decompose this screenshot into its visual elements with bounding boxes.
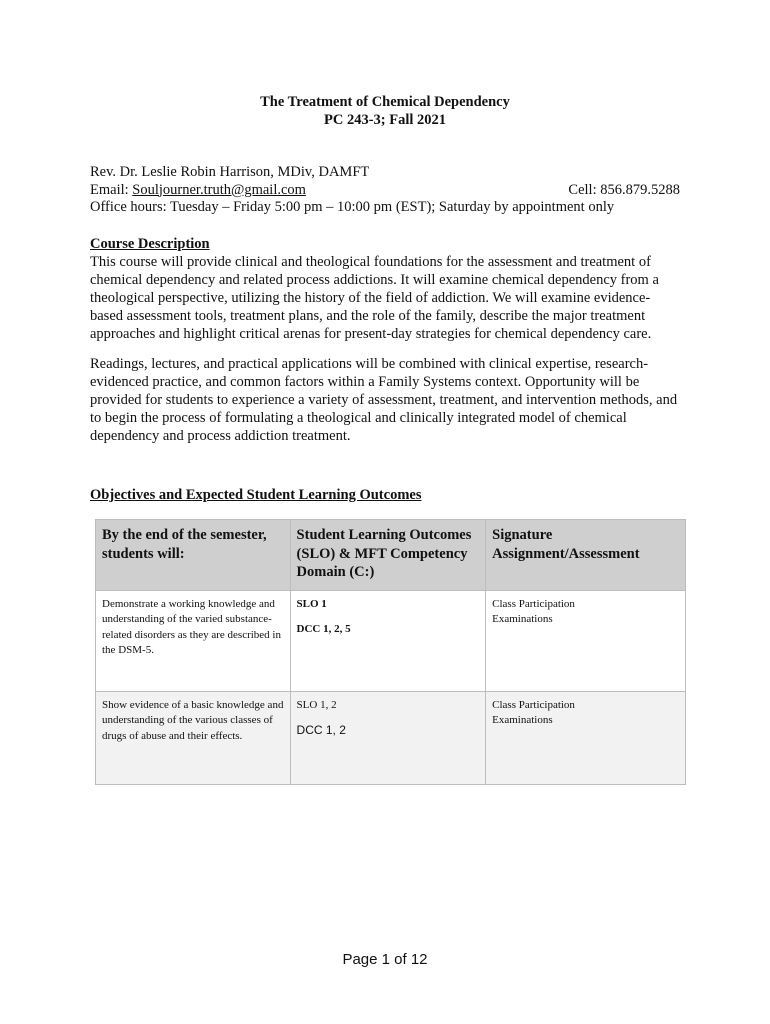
email-label: Email: [90, 181, 133, 198]
description-paragraph-2: Readings, lectures, and practical applications will be combined with clinical expertise, research-evidenced practice, and common factors within a Family Systems context. Opportunity will be provided for students to experience a variety of assessment, treatment, and intervention methods, and to begin the process of formulating a theological and clinically integrated model of chemical dependency and process addiction treatment. [90, 356, 678, 444]
dcc-value: DCC 1, 2 [296, 723, 346, 737]
assessment-item: Class Participation [492, 597, 575, 610]
email-link[interactable]: Souljourner.truth@gmail.com [132, 181, 306, 198]
office-hours: Office hours: Tuesday – Friday 5:00 pm – 10:00 pm (EST); Saturday by appointment only [90, 199, 615, 215]
assessment-cell [486, 691, 686, 784]
assessment-cell [486, 590, 686, 691]
course-code: PC 243-3; Fall 2021 [323, 112, 447, 128]
course-title: The Treatment of Chemical Dependency [260, 94, 510, 110]
table-row [96, 590, 686, 691]
table-row [96, 691, 686, 784]
page-number: Page 1 of 12 [342, 951, 428, 968]
cell-phone: Cell: 856.879.5288 [568, 181, 680, 198]
assessment-item: Examinations [492, 714, 553, 726]
instructor-info [90, 164, 680, 217]
column-header-objective: By the end of the semester, students will: [96, 520, 291, 591]
dcc-value: DCC 1, 2, 5 [296, 623, 351, 635]
table-header-row [96, 520, 686, 591]
description-paragraph-1: This course will provide clinical and theological foundations for the assessment and treatment of chemical dependency and related process addictions. It will examine chemical dependency from a theological perspective, utilizing the history of the field of addiction. We will examine evidence-based assessment tools, treatment plans, and the role of the family, describe the major treatment approaches and highlight critical arenas for present-day strategies for chemical dependency care. [90, 254, 659, 342]
column-header-assessment: Signature Assignment/Assessment [486, 520, 686, 591]
course-description-section [90, 235, 680, 445]
email-line [90, 182, 306, 200]
slo-cell [290, 691, 486, 784]
contact-row [90, 182, 680, 200]
objective-cell: Show evidence of a basic knowledge and understanding of the various classes of drugs of abuse and their effects. [96, 691, 291, 784]
objectives-section [90, 486, 680, 504]
course-description-heading: Course Description [90, 236, 210, 252]
objectives-heading: Objectives and Expected Student Learning Outcomes [90, 487, 422, 503]
title-block [0, 93, 770, 129]
slo-value: SLO 1, 2 [296, 698, 337, 711]
instructor-name: Rev. Dr. Leslie Robin Harrison, MDiv, DAMFT [90, 164, 370, 180]
assessment-item: Class Participation [492, 698, 575, 711]
assessment-item: Examinations [492, 613, 553, 625]
slo-value: SLO 1 [296, 597, 327, 610]
column-header-slo: Student Learning Outcomes (SLO) & MFT Competency Domain (C:) [290, 520, 486, 591]
objective-cell: Demonstrate a working knowledge and understanding of the varied substance-related disorders as they are described in the DSM-5. [96, 590, 291, 691]
objectives-table [95, 519, 686, 785]
slo-cell [290, 590, 486, 691]
